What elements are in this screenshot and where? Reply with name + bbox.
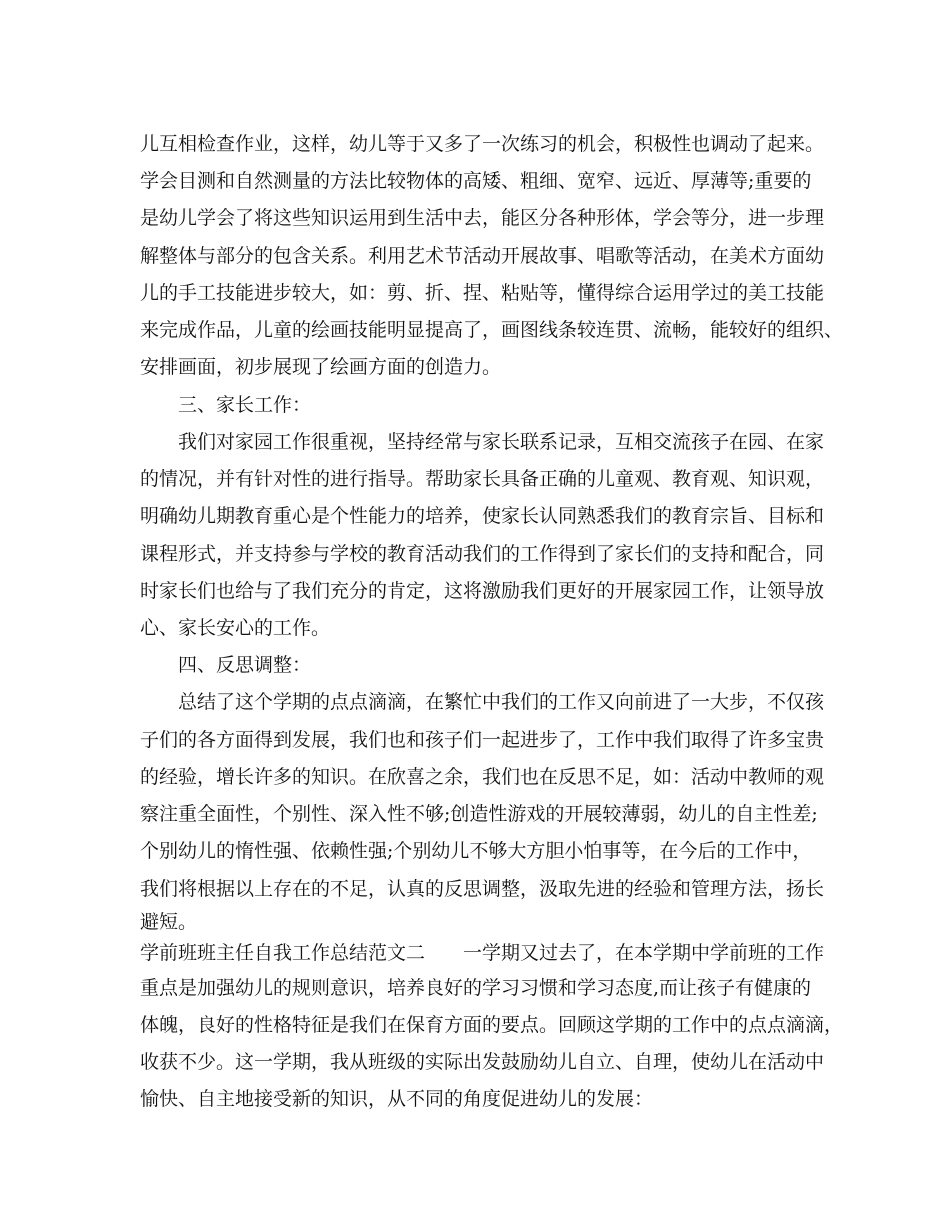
section-heading-parent-work: 三、家长工作： [178, 394, 312, 416]
text-line-14: 心、家长安心的工作。 [140, 617, 331, 639]
text-line-23: 学前班班主任自我工作总结范文二 一学期又过去了，在本学期中学前班的工作 [140, 942, 825, 964]
text-line-26: 收获不少。这一学期，我从班级的实际出发鼓励幼儿自立、自理，使幼儿在活动中 [140, 1051, 825, 1073]
text-line-24: 重点是加强幼儿的规则意识，培养良好的学习习惯和学习态度,而让孩子有健康的 [140, 977, 812, 999]
text-line-7: 安排画面，初步展现了绘画方面的创造力。 [140, 356, 502, 378]
text-line-25: 体魄，良好的性格特征是我们在保育方面的要点。回顾这学期的工作中的点点滴滴， [140, 1014, 844, 1036]
text-line-4: 解整体与部分的包含关系。利用艺术节活动开展故事、唱歌等活动，在美术方面幼 [140, 245, 825, 267]
text-line-17: 子们的各方面得到发展，我们也和孩子们一起进步了，工作中我们取得了许多宝贵 [140, 729, 825, 751]
text-line-1: 儿互相检查作业，这样，幼儿等于又多了一次练习的机会，积极性也调动了起来。 [140, 133, 825, 155]
text-line-2: 学会目测和自然测量的方法比较物体的高矮、粗细、宽窄、远近、厚薄等;重要的 [140, 170, 812, 192]
text-line-10: 的情况，并有针对性的进行指导。帮助家长具备正确的儿童观、教育观、知识观， [140, 468, 825, 490]
text-line-11: 明确幼儿期教育重心是个性能力的培养，使家长认同熟悉我们的教育宗旨、目标和 [140, 505, 825, 527]
text-line-21: 我们将根据以上存在的不足，认真的反思调整，汲取先进的经验和管理方法，扬长 [140, 878, 825, 900]
text-line-27: 愉快、自主地接受新的知识，从不同的角度促进幼儿的发展： [140, 1088, 654, 1110]
section-heading-reflection: 四、反思调整： [178, 654, 312, 676]
text-line-18: 的经验，增长许多的知识。在欣喜之余，我们也在反思不足，如：活动中教师的观 [140, 766, 825, 788]
text-line-3: 是幼儿学会了将这些知识运用到生活中去，能区分各种形体，学会等分，进一步理 [140, 207, 825, 229]
text-line-9: 我们对家园工作很重视，坚持经常与家长联系记录，互相交流孩子在园、在家 [178, 431, 825, 453]
text-line-13: 时家长们也给与了我们充分的肯定，这将激励我们更好的开展家园工作，让领导放 [140, 580, 825, 602]
text-line-22: 避短。 [140, 911, 198, 933]
text-line-12: 课程形式，并支持参与学校的教育活动我们的工作得到了家长们的支持和配合，同 [140, 543, 825, 565]
text-line-5: 儿的手工技能进步较大，如：剪、折、捏、粘贴等，懂得综合运用学过的美工技能 [140, 282, 825, 304]
text-line-19: 察注重全面性，个别性、深入性不够;创造性游戏的开展较薄弱，幼儿的自主性差; [140, 803, 818, 825]
text-line-20: 个别幼儿的惰性强、依赖性强;个别幼儿不够大方胆小怕事等，在今后的工作中， [140, 840, 812, 862]
text-line-16: 总结了这个学期的点点滴滴，在繁忙中我们的工作又向前进了一大步，不仅孩 [178, 691, 825, 713]
text-line-6: 来完成作品，儿童的绘画技能明显提高了，画图线条较连贯、流畅，能较好的组织、 [140, 319, 844, 341]
